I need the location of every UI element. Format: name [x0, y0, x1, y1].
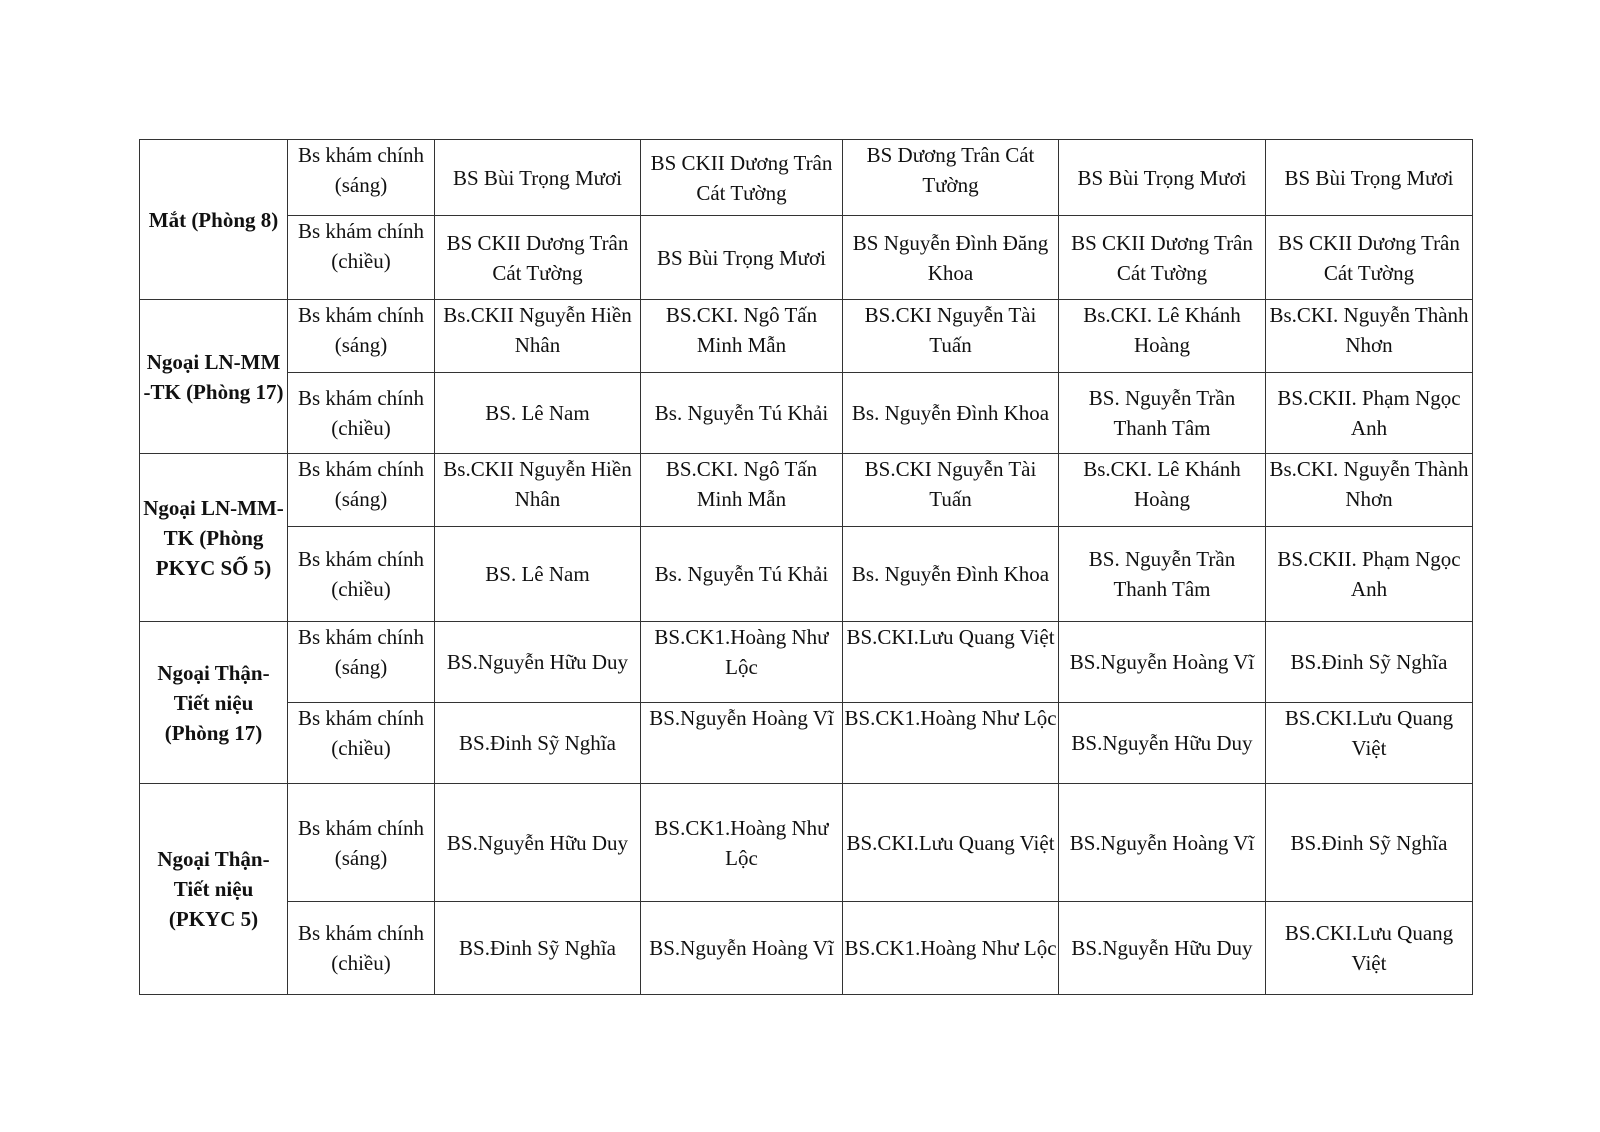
doctor-cell: Bs.CKII Nguyễn Hiền Nhân [435, 454, 641, 527]
doctor-cell: BS.CKII. Phạm Ngọc Anh [1266, 527, 1473, 622]
doctor-cell: Bs. Nguyễn Tú Khải [641, 373, 843, 454]
shift-cell: Bs khám chính (chiều) [288, 902, 435, 995]
shift-cell: Bs khám chính (sáng) [288, 622, 435, 703]
doctor-cell: BS.CKI.Lưu Quang Việt [843, 622, 1059, 703]
doctor-schedule-table [139, 139, 1473, 995]
doctor-cell: Bs.CKI. Nguyễn Thành Nhơn [1266, 300, 1473, 373]
doctor-cell: BS Bùi Trọng Mươi [1059, 140, 1266, 216]
doctor-cell: BS. Nguyễn Trần Thanh Tâm [1059, 527, 1266, 622]
doctor-cell: BS.CK1.Hoàng Như Lộc [641, 622, 843, 703]
doctor-cell: BS.Nguyễn Hoàng Vĩ [641, 902, 843, 995]
doctor-cell: BS.CKII. Phạm Ngọc Anh [1266, 373, 1473, 454]
doctor-cell: BS Dương Trân Cát Tường [843, 140, 1059, 216]
doctor-cell: BS.Đinh Sỹ Nghĩa [435, 703, 641, 784]
shift-cell: Bs khám chính (sáng) [288, 140, 435, 216]
schedule-sheet [139, 139, 1473, 995]
department-cell: Ngoại Thận-Tiết niệu (Phòng 17) [140, 622, 288, 784]
doctor-cell: BS CKII Dương Trân Cát Tường [641, 140, 843, 216]
doctor-cell: BS CKII Dương Trân Cát Tường [1266, 216, 1473, 300]
shift-cell: Bs khám chính (sáng) [288, 300, 435, 373]
doctor-cell: BS.Nguyễn Hoàng Vĩ [1059, 622, 1266, 703]
doctor-cell: BS.CKI. Ngô Tấn Minh Mẫn [641, 454, 843, 527]
doctor-cell: BS CKII Dương Trân Cát Tường [435, 216, 641, 300]
doctor-cell: BS.CK1.Hoàng Như Lộc [843, 902, 1059, 995]
table-row [140, 622, 1473, 703]
department-cell: Ngoại Thận-Tiết niệu (PKYC 5) [140, 784, 288, 995]
doctor-cell: Bs. Nguyễn Đình Khoa [843, 373, 1059, 454]
doctor-cell: BS Nguyễn Đình Đăng Khoa [843, 216, 1059, 300]
doctor-cell: BS.Nguyễn Hoàng Vĩ [1059, 784, 1266, 902]
doctor-cell: BS.Nguyễn Hữu Duy [1059, 902, 1266, 995]
shift-cell: Bs khám chính (chiều) [288, 703, 435, 784]
doctor-cell: Bs.CKI. Nguyễn Thành Nhơn [1266, 454, 1473, 527]
doctor-cell: BS.Nguyễn Hoàng Vĩ [641, 703, 843, 784]
shift-cell: Bs khám chính (chiều) [288, 216, 435, 300]
doctor-cell: Bs.CKII Nguyễn Hiền Nhân [435, 300, 641, 373]
doctor-cell: BS.CKI Nguyễn Tài Tuấn [843, 300, 1059, 373]
table-row [140, 703, 1473, 784]
doctor-cell: BS Bùi Trọng Mươi [641, 216, 843, 300]
doctor-cell: BS.CKI.Lưu Quang Việt [1266, 902, 1473, 995]
doctor-cell: BS.Đinh Sỹ Nghĩa [1266, 784, 1473, 902]
doctor-cell: Bs. Nguyễn Đình Khoa [843, 527, 1059, 622]
department-cell: Ngoại LN-MM- TK (Phòng PKYC SỐ 5) [140, 454, 288, 622]
department-cell: Mắt (Phòng 8) [140, 140, 288, 300]
table-row [140, 300, 1473, 373]
table-row [140, 140, 1473, 216]
shift-cell: Bs khám chính (chiều) [288, 373, 435, 454]
doctor-cell: BS Bùi Trọng Mươi [1266, 140, 1473, 216]
doctor-cell: BS.Nguyễn Hữu Duy [435, 622, 641, 703]
shift-cell: Bs khám chính (chiều) [288, 527, 435, 622]
doctor-cell: BS.Nguyễn Hữu Duy [435, 784, 641, 902]
doctor-cell: BS.CK1.Hoàng Như Lộc [641, 784, 843, 902]
doctor-cell: Bs.CKI. Lê Khánh Hoàng [1059, 300, 1266, 373]
doctor-cell: BS. Nguyễn Trần Thanh Tâm [1059, 373, 1266, 454]
table-row [140, 784, 1473, 902]
table-row [140, 902, 1473, 995]
table-row [140, 216, 1473, 300]
doctor-cell: Bs. Nguyễn Tú Khải [641, 527, 843, 622]
department-cell: Ngoại LN-MM -TK (Phòng 17) [140, 300, 288, 454]
doctor-cell: BS.CKI.Lưu Quang Việt [1266, 703, 1473, 784]
doctor-cell: BS.Đinh Sỹ Nghĩa [1266, 622, 1473, 703]
doctor-cell: BS.Đinh Sỹ Nghĩa [435, 902, 641, 995]
doctor-cell: BS.CKI.Lưu Quang Việt [843, 784, 1059, 902]
doctor-cell: Bs.CKI. Lê Khánh Hoàng [1059, 454, 1266, 527]
table-row [140, 373, 1473, 454]
doctor-cell: BS.CKI Nguyễn Tài Tuấn [843, 454, 1059, 527]
doctor-cell: BS.CK1.Hoàng Như Lộc [843, 703, 1059, 784]
doctor-cell: BS.Nguyễn Hữu Duy [1059, 703, 1266, 784]
shift-cell: Bs khám chính (sáng) [288, 784, 435, 902]
table-row [140, 454, 1473, 527]
doctor-cell: BS Bùi Trọng Mươi [435, 140, 641, 216]
doctor-cell: BS. Lê Nam [435, 527, 641, 622]
table-row [140, 527, 1473, 622]
shift-cell: Bs khám chính (sáng) [288, 454, 435, 527]
doctor-cell: BS.CKI. Ngô Tấn Minh Mẫn [641, 300, 843, 373]
doctor-cell: BS CKII Dương Trân Cát Tường [1059, 216, 1266, 300]
doctor-cell: BS. Lê Nam [435, 373, 641, 454]
